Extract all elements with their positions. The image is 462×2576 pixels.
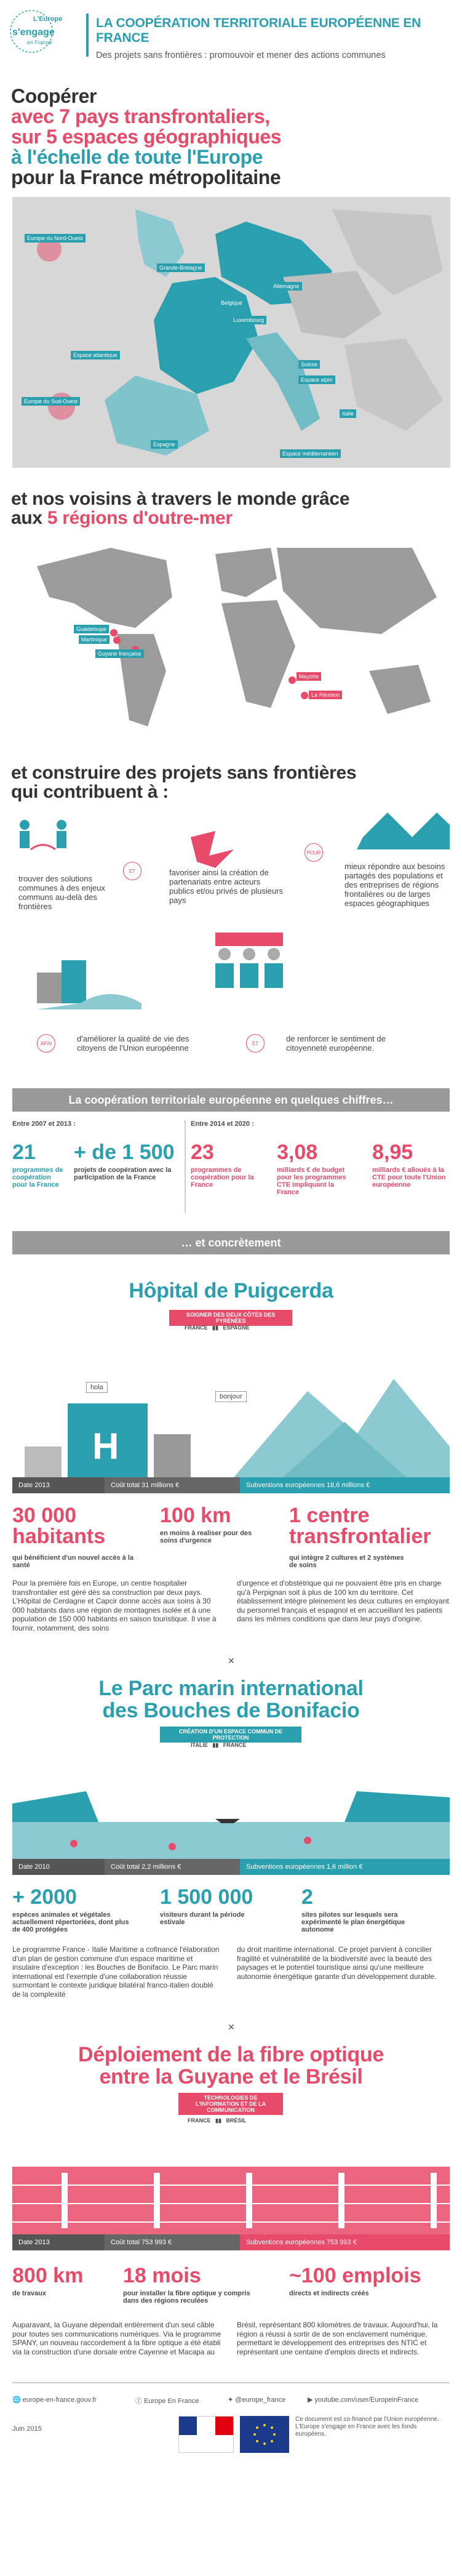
intro-line-3: sur 5 espaces géographiques (11, 126, 282, 148)
puigcerda-illustration (12, 1336, 450, 1477)
benefit-partenariats: favoriser ainsi la création de partenariats entre acteurs publics et/ou privés de plusieurs pays (169, 868, 283, 905)
outremer-line-2a: aux (11, 508, 47, 528)
puigcerda-tag: SOIGNER DES DEUX CÔTÉS DES PYRÉNÉES (169, 1310, 292, 1326)
bubble-hola: hola (86, 1382, 108, 1393)
guyane-date: Date 2013 (12, 2234, 105, 2250)
projects-heading (11, 763, 356, 801)
map-label-belgique: Belgique (218, 299, 245, 307)
puigcerda-para-2: d'urgence et d'obstétrique qui ne pouvaient être pris en charge qu'à Perpignan soit à plus de 100 km du territoire. Cet établissement intègre pleinement les deux cultures en employant du personnel français et espagnol et en accueillant les patients dans les mêmes conditions que dans leur pays d'origine. (237, 1579, 449, 1623)
fig-value-2: + de 1 500 (74, 1141, 175, 1164)
map-label-allemagne: Allemagne (271, 282, 302, 291)
twitter-icon: ✦ (228, 2396, 234, 2404)
outremer-line-1: et nos voisins à travers le monde grâce (11, 489, 350, 509)
map-label-nord-ouest: Europe du Nord-Ouest (25, 234, 86, 243)
flag-label-espagne: ESPAGNE (223, 1325, 250, 1331)
map-label-mediterranee: Espace méditerranéen (280, 449, 341, 458)
bonifacio-cost: Coût total 2,2 millions € (105, 1859, 240, 1875)
footer-facebook[interactable] (135, 2396, 199, 2405)
map-label-sud-ouest: Europe du Sud-Ouest (22, 397, 80, 406)
footer-site[interactable] (12, 2396, 97, 2404)
puigcerda-stat-2-text: en moins à realiser pour des soins d'urgence (160, 1530, 252, 1544)
guyane-cost: Coût total 753 993 € (105, 2234, 240, 2250)
badge-pour: POUR (305, 843, 323, 862)
outremer-line-2b: 5 régions d'outre-mer (47, 508, 233, 528)
benefit-citoyennete: de renforcer le sentiment de citoyenneté européenne. (286, 1034, 386, 1053)
intro-line-1: Coopérer (11, 85, 97, 107)
bonifacio-illustration (12, 1754, 450, 1859)
map-label-espace-atlantique: Espace atlantique (71, 351, 120, 359)
figures-divider (185, 1120, 186, 1213)
world-label-martinique: Martinique (79, 635, 110, 644)
world-label-reunion: La Réunion (309, 691, 342, 699)
benefit-besoins: mieux répondre aux besoins partagés des populations et des entreprises de régions frontalières ou de larges espaces géographiques (345, 862, 445, 908)
puigcerda-stat-2: 100 km (160, 1504, 231, 1527)
fig-text-1: programmes de coopération pour la France (12, 1166, 63, 1189)
fig-text-4: milliards € de budget pour les programmes CTE impliquant la France (277, 1166, 346, 1196)
facebook-icon: ⓕ (135, 2397, 142, 2405)
concret-band: … et concrètement (12, 1231, 450, 1254)
badge-afin: AFIN (37, 1034, 55, 1053)
puigcerda-stat-1: 30 000 habitants (12, 1504, 106, 1548)
fig-value-4: 3,08 (277, 1141, 318, 1164)
flag-label-bresil: BRÉSIL (226, 2117, 247, 2124)
map-label-italie: Italie (340, 409, 356, 418)
separator-cross-1: ✕ (228, 1656, 235, 1666)
footer-youtube-text: youtube.com/user/EuropeinFrance (314, 2396, 419, 2404)
puigcerda-flags: FRANCE ▮▮ ESPAGNE (185, 1325, 250, 1331)
intro-line-4: à l'échelle de toute l'Europe (11, 146, 263, 168)
period-2007: Entre 2007 et 2013 : (12, 1120, 76, 1128)
badge-et-2: ET (246, 1034, 265, 1053)
guyane-stat-3: ~100 emplois (289, 2264, 421, 2287)
period-2014: Entre 2014 et 2020 : (191, 1120, 254, 1128)
intro-heading (11, 86, 454, 188)
outremer-heading (11, 489, 349, 528)
footer-site-text: europe-en-france.gouv.fr (22, 2396, 97, 2404)
projects-grid (12, 813, 450, 1083)
bonifacio-stat-3: 2 (301, 1885, 313, 1909)
bonifacio-para-2: du droit maritime international. Ce projet parvient à concilier fragilité et vulnérabilité de la biodiversité avec la beauté des paysages et le potentiel touristique ainsi qu'une meilleure autonomie énergétique garante d'un développement durable. (237, 1945, 437, 1981)
guyane-stat-2: 18 mois (123, 2264, 201, 2287)
footer-divider (12, 2382, 450, 2383)
guyane-flags: FRANCE ▮▮ BRÉSIL (188, 2117, 247, 2124)
bonifacio-flags: ITALIE ▮▮ FRANCE (191, 1742, 247, 1748)
logo-line-1: L'Europe (33, 15, 63, 23)
bonifacio-tag: CRÉATION D'UN ESPACE COMMUN DE PROTECTION (160, 1727, 301, 1743)
europe-logo (9, 7, 63, 55)
world-label-guadeloupe: Guadeloupe (74, 625, 109, 633)
footer-date: Juin 2015 (12, 2425, 42, 2433)
bonifacio-title-2: des Bouches de Bonifacio (102, 1699, 360, 1722)
footer-notice: Ce document est co-financé par l'Union européenne. L'Europe s'engage en France avec les fonds européens. (295, 2416, 439, 2438)
world-map (12, 529, 450, 739)
guyane-stat-1: 800 km (12, 2264, 84, 2287)
bonifacio-stat-2-text: visiteurs durant la période estivale (160, 1911, 245, 1926)
globe-icon: 🌐 (12, 2396, 21, 2404)
puigcerda-subsidy: Subventions européennes 18,6 millions € (240, 1477, 450, 1493)
guyane-para-2: Brésil, représentant 800 kilomètres de travaux. Aujourd'hui, la région a réussi à sortir de de son enclavement numérique, permettant le développement des entreprises des NTIC et représentant une centaine d'emplois directs et indirects. (237, 2321, 438, 2356)
puigcerda-title: Hôpital de Puigcerda (129, 1279, 333, 1302)
guyane-stat-2-text: pour installer la fibre optique y compris dans des régions reculées (123, 2290, 250, 2305)
puigcerda-date: Date 2013 (12, 1477, 105, 1493)
map-label-luxembourg: Luxembourg (231, 316, 266, 324)
bonifacio-date: Date 2010 (12, 1859, 105, 1875)
bubble-bonjour: bonjour (215, 1391, 247, 1402)
footer-facebook-text: Europe En France (144, 2397, 199, 2405)
svg-text:H: H (92, 1426, 119, 1467)
puigcerda-stat-3: 1 centre transfrontalier (289, 1504, 431, 1548)
europe-map (12, 197, 450, 468)
guyane-stat-3-text: directs et indirects créés (289, 2290, 369, 2297)
youtube-icon: ▶ (308, 2396, 313, 2404)
puigcerda-stat-1-text: qui bénéficient d'un nouvel accès à la santé (12, 1554, 134, 1569)
bonifacio-stat-2: 1 500 000 (160, 1885, 253, 1909)
benefit-qualite-vie: d'améliorer la qualité de vie des citoyens de l'Union européenne (77, 1034, 189, 1053)
guyane-title-1: Déploiement de la fibre optique (78, 2043, 384, 2066)
separator-cross-2: ✕ (228, 2022, 235, 2032)
fig-value-5: 8,95 (372, 1141, 413, 1164)
eu-flag-logo (240, 2416, 289, 2453)
logo-line-2: s'engage (12, 27, 55, 38)
flag-label-france-2: FRANCE (223, 1742, 247, 1748)
puigcerda-para-1: Pour la première fois en Europe, un centre hospitalier transfrontalier est géré dès sa construction par deux pays. L'Hôpital de Cerdagne et Capcir donne accès aux soins à 30 000 habitants dans une région de montagnes isolée et à une population de 150 000 habitants en saison touristique. Il vise à fournir, notamment, des soins (12, 1579, 217, 1632)
page-header (96, 16, 453, 61)
guyane-subsidy: Subventions européennes 753 993 € (240, 2234, 450, 2250)
logo-line-3: en France (27, 39, 52, 46)
bonifacio-stat-1-text: espèces animales et végétales actuellement répertoriées, dont plus de 400 protégées (12, 1911, 129, 1933)
bonifacio-title (0, 1677, 462, 1722)
map-label-grande-bretagne: Grande-Bretagne (157, 263, 205, 272)
bonifacio-title-1: Le Parc marin international (98, 1677, 364, 1700)
republique-francaise-logo (178, 2416, 234, 2453)
flag-label-france-3: FRANCE (188, 2117, 211, 2124)
guyane-stat-1-text: de travaux (12, 2290, 47, 2297)
guyane-tag: TECHNOLOGIES DE L'INFORMATION ET DE LA COMMUNICATION (178, 2093, 283, 2115)
badge-et-1: ET (123, 862, 141, 880)
page-subtitle: Des projets sans frontières : promouvoir et mener des actions communes (96, 50, 386, 60)
world-label-mayotte: Mayotte (297, 672, 321, 681)
footer-youtube[interactable] (308, 2396, 418, 2404)
footer-twitter[interactable] (228, 2396, 285, 2404)
page-title: LA COOPÉRATION TERRITORIALE EUROPÉENNE EN FRANCE (96, 16, 421, 45)
map-label-suisse: Suisse (298, 360, 320, 369)
puigcerda-stat-3-text: qui intègre 2 cultures et 2 systèmes de soins (289, 1554, 404, 1569)
projects-title-1: et construire des projets sans frontières (11, 763, 357, 783)
guyane-para-1: Auparavant, la Guyane dépendait entièrement d'un seul câble pour toutes ses communications numériques. Via le programme SPANY, un nouveau raccordement à la fibre optique a été établi via la construction d'une dorsale entre Cayenne et Macapa au (12, 2321, 221, 2356)
footer-twitter-text: @europe_france (235, 2396, 286, 2404)
bonifacio-stat-3-text: sites pilotes sur lesquels sera expérimenté le plan énergétique autonome (301, 1911, 405, 1933)
fig-value-3: 23 (191, 1141, 214, 1164)
figures-panel (12, 1120, 450, 1225)
intro-line-2: avec 7 pays transfrontaliers, (11, 105, 270, 127)
flag-label-france: FRANCE (185, 1325, 208, 1331)
header-divider (86, 14, 89, 57)
fig-text-5: milliards € alloués à la CTE pour toute l'Union européenne (372, 1166, 446, 1189)
flag-label-italie: ITALIE (191, 1742, 208, 1748)
intro-line-5: pour la France métropolitaine (11, 166, 281, 188)
puigcerda-cost: Coût total 31 millions € (105, 1477, 240, 1493)
map-label-espagne: Espagne (151, 440, 178, 449)
fig-value-1: 21 (12, 1141, 36, 1164)
bonifacio-subsidy: Subventions européennes 1,6 million € (240, 1859, 450, 1875)
guyane-illustration (12, 2130, 450, 2234)
figures-band: La coopération territoriale européenne en quelques chiffres… (12, 1088, 450, 1112)
projects-title-2: qui contribuent à : (11, 782, 169, 802)
guyane-title-2: entre la Guyane et le Brésil (99, 2065, 363, 2088)
guyane-title (0, 2044, 462, 2088)
map-label-espace-alpin: Espace alpin (298, 375, 335, 384)
world-label-guyane: Guyane française (95, 649, 144, 658)
fig-text-2: projets de coopération avec la participation de la France (74, 1166, 172, 1181)
bonifacio-para-1: Le programme France - Italie Maritime a cofinancé l'élaboration d'un plan de gestion commune d'un espace maritime et insulaire d'exception : les Bouches de Bonifacio. Le Parc marin international est l'exemple d'une collaboration réussie surmontant le contexte juridique bilatéral franco-italien doublé de la complexité (12, 1945, 220, 1999)
fig-text-3: programmes de coopération pour la France (191, 1166, 254, 1189)
benefit-solutions: trouver des solutions communes à des enjeux communs au-delà des frontières (18, 874, 105, 911)
bonifacio-stat-1: + 2000 (12, 1885, 77, 1909)
